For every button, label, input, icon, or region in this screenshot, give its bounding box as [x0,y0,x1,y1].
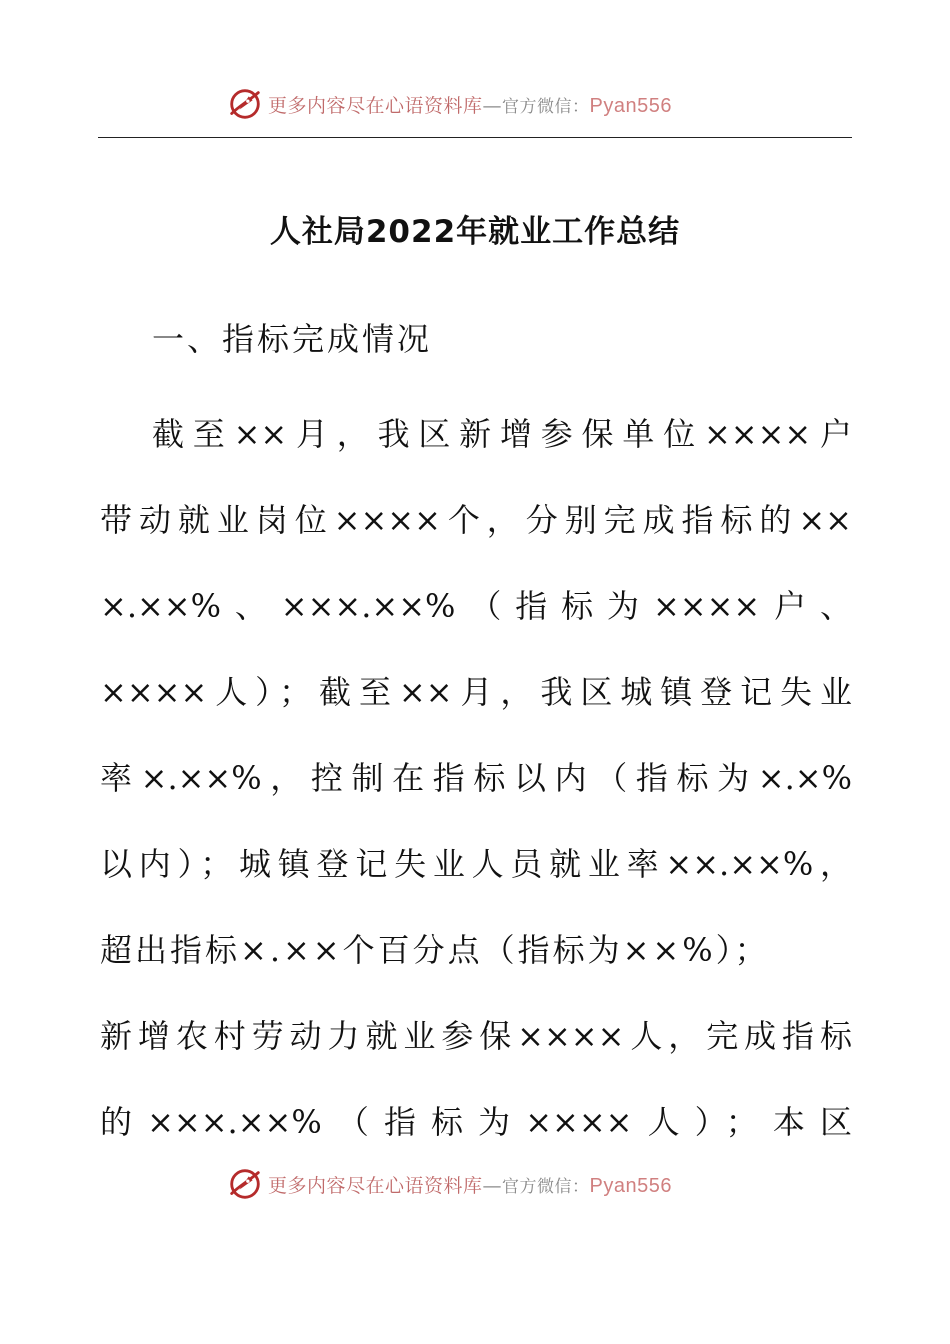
paragraph-line: ×.××%、×××.××%（指标为××××户、 [100,587,852,625]
banner-wechat-id: Pyan556 [589,94,672,117]
banner-slogan: 更多内容尽在心语资料库 [268,1174,483,1197]
header-banner-text [268,91,672,118]
banner-wechat-label: 官方微信： [502,96,590,117]
banner-dash: — [482,94,503,117]
header-banner [0,84,950,124]
paragraph-line: 新增农村劳动力就业参保××××人，完成指标 [100,1017,852,1055]
document-title: 人社局2022年就业工作总结 [269,214,681,250]
banner-dash: — [482,1174,503,1197]
paragraph-line: 截至××月，我区新增参保单位××××户 [152,415,852,453]
header-divider [98,137,852,138]
footer-banner [0,1164,950,1204]
section-heading: 一、指标完成情况 [152,320,433,358]
banner-slogan: 更多内容尽在心语资料库 [268,94,483,117]
pen-nib-logo-icon [226,1165,264,1203]
banner-wechat-label: 官方微信： [502,1176,590,1197]
paragraph-line: ××××人）；截至××月，我区城镇登记失业 [100,673,852,711]
pen-nib-logo-icon [226,85,264,123]
paragraph-line: 的×××.××%（指标为××××人）；本区 [100,1103,852,1141]
paragraph-line: 率×.××%，控制在指标以内（指标为×.×% [100,759,852,797]
paragraph-line: 超出指标×.××个百分点（指标为××%）； [100,931,770,969]
banner-wechat-id: Pyan556 [589,1174,672,1197]
paragraph-line: 带动就业岗位××××个，分别完成指标的×× [100,501,852,539]
footer-banner-text [268,1171,672,1198]
paragraph-line: 以内）；城镇登记失业人员就业率××.××%， [100,845,852,883]
